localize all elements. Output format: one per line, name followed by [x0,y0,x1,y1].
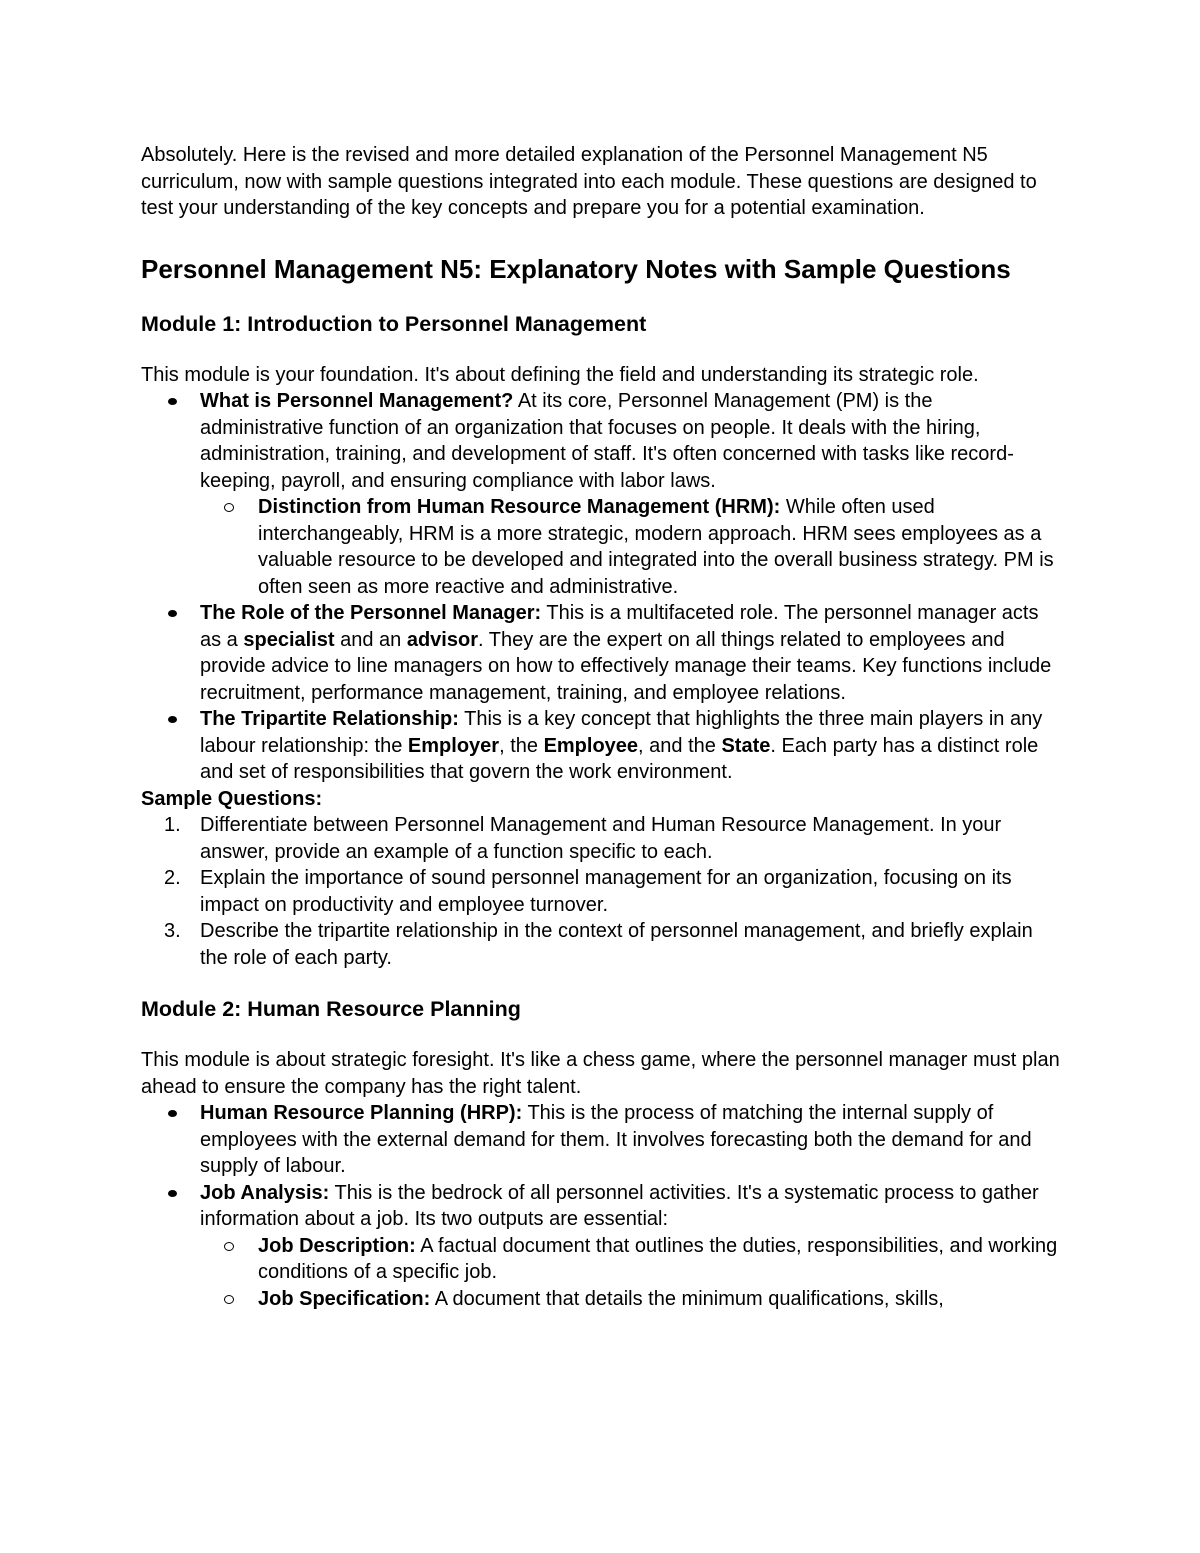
module-1-heading: Module 1: Introduction to Personnel Management [141,311,647,336]
bullet-text: , and the [638,734,722,757]
question-text: Differentiate between Personnel Management and Human Resource Management. In your answer, provide an example of a function specific to each. [200,814,1002,863]
keyword: Employee [543,734,639,757]
bullet-dot-icon [168,398,177,405]
sub-bullet-text: While often used interchangeably, HRM is a more strategic, modern approach. HRM sees employees as a valuable resource to be developed and integrated into the overall business strategy. PM is often seen as more reactive and administrative. [258,496,1054,598]
bullet-text: . Each party has a distinct role and set of responsibilities that govern the work environment. [200,734,1039,783]
keyword: specialist [243,628,335,651]
sample-questions-list [141,812,1061,971]
module-2-bullets [141,1100,1061,1312]
bullet-text: and an [334,628,407,651]
bullet-dot-icon [168,716,177,723]
keyword: State [721,734,771,757]
intro-paragraph: Absolutely. Here is the revised and more detailed explanation of the Personnel Management N5 curriculum, now with sample questions integrated into each module. These questions are designed to test your understanding of the key concepts and prepare you for a potential examination. [141,144,1037,219]
module-1-intro: This module is your foundation. It's about defining the field and understanding its strategic role. [141,363,979,386]
sub-bullet-term: Distinction from Human Resource Management (HRM): [258,496,781,518]
bullet-text: This is a key concept that highlights the three main players in any labour relationship: the [200,708,1043,757]
question-item [141,865,1061,918]
hollow-bullet-icon [224,1242,234,1251]
bullet-text: This is the process of matching the internal supply of employees with the external demand for them. It involves forecasting both the demand for and supply of labour. [200,1102,1032,1177]
question-number: 3. [164,920,181,942]
hollow-bullet-icon [224,1295,234,1304]
sub-bullet-text: A factual document that outlines the duties, responsibilities, and working conditions of a specific job. [258,1234,1058,1283]
bullet-dot-icon [168,1110,177,1117]
bullet-term: The Role of the Personnel Manager: [200,602,542,624]
question-item [141,918,1061,971]
keyword: advisor [406,628,478,651]
question-text: Explain the importance of sound personnel management for an organization, focusing on its impact on productivity and employee turnover. [200,867,1012,916]
module-2-intro: This module is about strategic foresight. It's like a chess game, where the personnel manager must plan ahead to ensure the company has the right talent. [141,1049,1060,1098]
question-item [141,812,1061,865]
bullet-term: What is Personnel Management? [200,390,514,412]
hollow-bullet-icon [224,503,234,512]
keyword: Employer [407,734,500,757]
bullet-item [141,600,1061,706]
sub-bullet-term: Job Specification: [258,1287,431,1310]
question-number: 2. [164,867,181,889]
sample-questions-heading: Sample Questions: [141,787,323,810]
question-number: 1. [164,814,181,836]
bullet-text: . They are the expert on all things related to employees and provide advice to line managers on how to effectively manage their teams. Key functions include recruitment, performance management, training, and employee relations. [200,628,1052,704]
bullet-term: The Tripartite Relationship: [200,708,459,730]
bullet-dot-icon [168,610,177,617]
sub-bullets [200,1233,1061,1313]
sub-bullets [200,494,1061,600]
bullet-term: Human Resource Planning (HRP): [200,1102,523,1124]
module-2-heading: Module 2: Human Resource Planning [141,997,521,1021]
bullet-text: , the [499,734,544,757]
bullet-text: At its core, Personnel Management (PM) is the administrative function of an organization that focuses on people. It deals with the hiring, administration, training, and development of staff. It's often concerned with tasks like record-keeping, payroll, and ensuring compliance with labor laws. [200,390,1014,492]
bullet-dot-icon [168,1190,177,1197]
bullet-item [141,706,1061,786]
bullet-term: Job Analysis: [200,1181,330,1204]
bullet-item [141,1100,1061,1180]
sub-bullet-text: A document that details the minimum qualifications, skills, [430,1287,944,1310]
question-text: Describe the tripartite relationship in the context of personnel management, and briefly explain the role of each party. [200,920,1033,969]
sub-bullet-item [200,1286,1061,1313]
document-page [141,142,1061,1312]
sub-bullet-item [200,494,1061,600]
bullet-text: This is the bedrock of all personnel activities. It's a systematic process to gather information about a job. Its two outputs are essential: [200,1181,1039,1230]
document-title: Personnel Management N5: Explanatory Notes with Sample Questions [141,253,1011,284]
sub-bullet-term: Job Description: [258,1234,416,1257]
sub-bullet-item [200,1233,1061,1286]
bullet-text: This is a multifaceted role. The personnel manager acts as a [200,602,1039,651]
module-1-bullets [141,388,1061,786]
bullet-item [141,1180,1061,1313]
bullet-item [141,388,1061,600]
